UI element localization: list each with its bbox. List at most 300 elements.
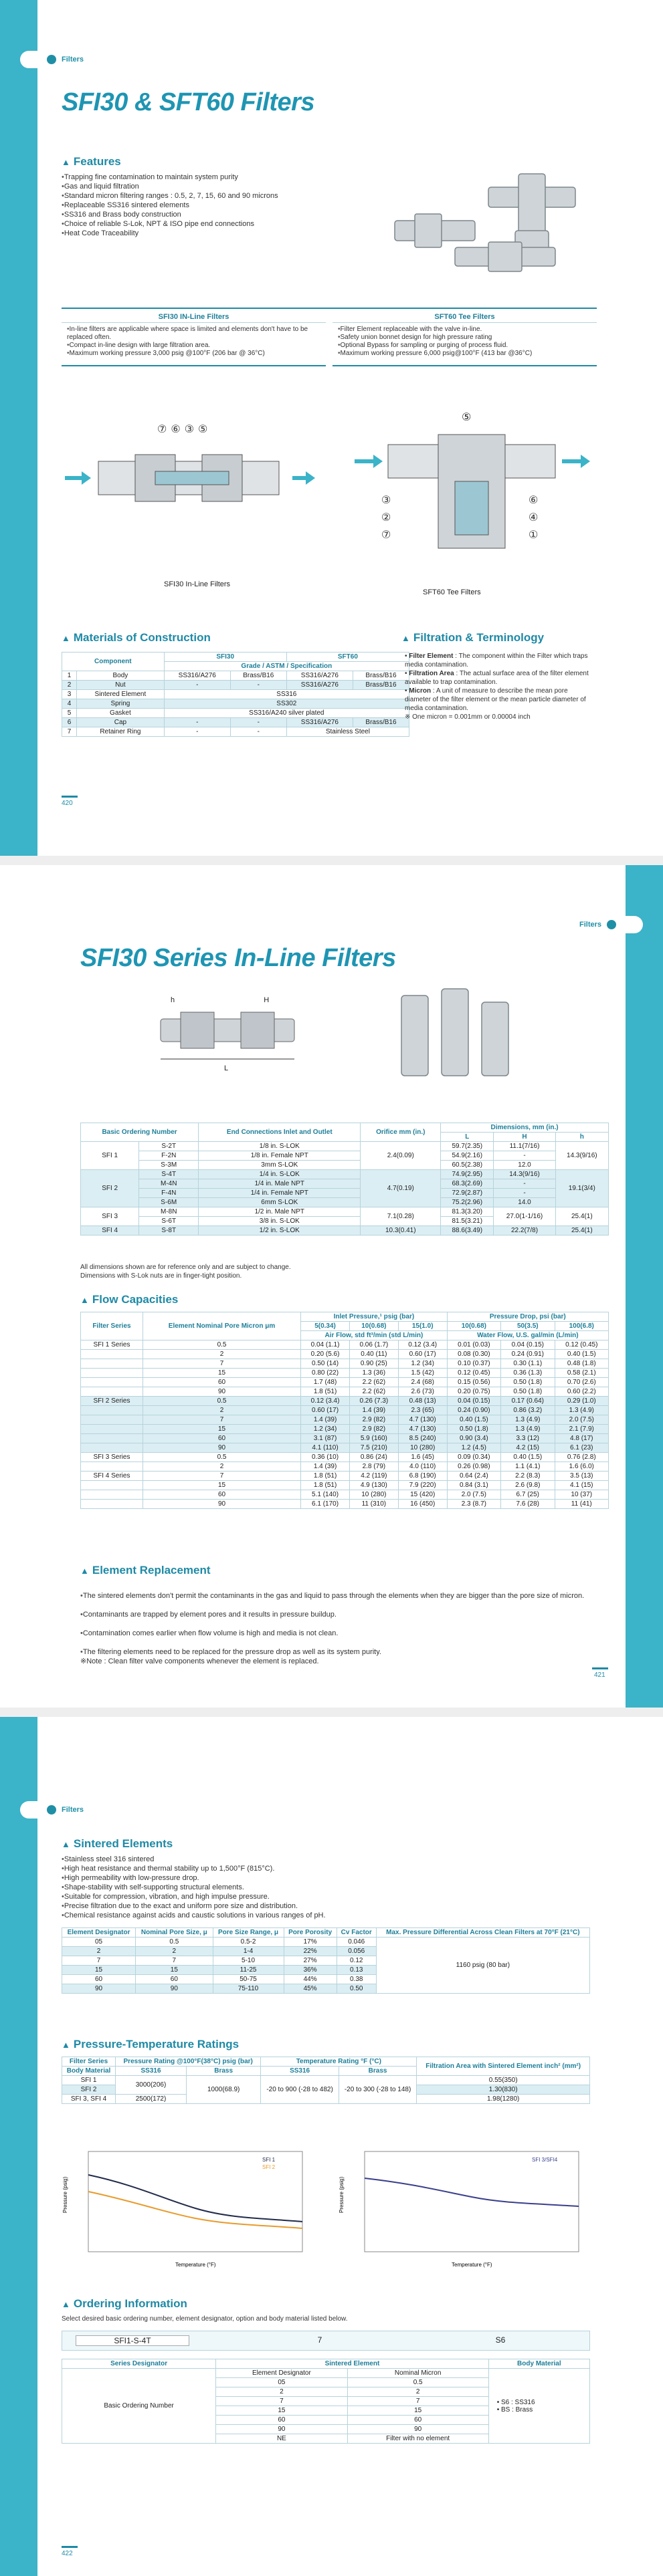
cell: 0.20 (0.75) <box>447 1387 500 1397</box>
cell: 0.36 (1.3) <box>501 1369 555 1378</box>
cell: 0.30 (1.1) <box>501 1359 555 1369</box>
cell: 8.5 (240) <box>398 1434 447 1443</box>
cell: S-4T <box>139 1170 199 1179</box>
cell: 27% <box>284 1956 337 1966</box>
cell: 0.12 (0.45) <box>447 1369 500 1378</box>
cell: 0.48 (1.8) <box>555 1359 609 1369</box>
list-item: • Filter Element replaceable with the valve in-line. <box>338 326 591 334</box>
cell: 0.90 (25) <box>349 1359 398 1369</box>
cell: 7 <box>136 1956 213 1966</box>
th: Series Designator <box>62 2359 216 2369</box>
th: Component <box>62 653 165 671</box>
cell: 3/8 in. S-LOK <box>199 1217 361 1226</box>
cell: 2 <box>136 1947 213 1956</box>
cell: 1.1 (4.1) <box>501 1462 555 1472</box>
cell: SFI 4 <box>81 1226 139 1236</box>
cell: 14.3(9/16) <box>494 1170 555 1179</box>
tee-box <box>333 312 597 366</box>
label-h: h <box>171 996 175 1004</box>
cell: 1000(68.9) <box>186 2076 260 2104</box>
cell: 7 <box>143 1415 300 1425</box>
cell: 59.7(2.35) <box>441 1142 494 1151</box>
cell: 1.3 (36) <box>349 1369 398 1378</box>
cell: 5-10 <box>213 1956 284 1966</box>
cell: 1/2 in. Male NPT <box>199 1207 361 1217</box>
page-gap <box>0 1708 663 1717</box>
cell: 2.4 (68) <box>398 1378 447 1387</box>
tab-dot <box>47 55 56 64</box>
flow-heading: ▲ Flow Capacities <box>80 1293 179 1306</box>
cell: 0.5 <box>136 1938 213 1947</box>
features-list <box>62 172 376 238</box>
ordering-text: Select desired basic ordering number, element designator, option and body material listed below. <box>62 2315 348 2323</box>
cell: 0.50 (1.8) <box>501 1378 555 1387</box>
cell: 81.3(3.20) <box>441 1207 494 1217</box>
cell: 12.0 <box>494 1161 555 1170</box>
list-item: • Safety union bonnet design for high pressure rating <box>338 334 591 342</box>
th: Nominal Pore Size, μ <box>136 1928 213 1938</box>
material-opt: • S6 : SS316 <box>496 2398 535 2406</box>
page-number: 420 <box>62 800 73 807</box>
term: • Filtration Area : The actual surface area of the filter element available to trap contamination. <box>405 670 589 686</box>
cell: 0.76 (2.8) <box>555 1453 609 1462</box>
cell: 7 <box>347 2397 488 2406</box>
tab-dot <box>607 920 616 929</box>
cell: 1.3 (4.9) <box>501 1425 555 1434</box>
product-photo <box>388 982 535 1082</box>
cell: 4.7 (130) <box>398 1415 447 1425</box>
page-number-bar <box>592 1667 608 1669</box>
cell: 1.98(1280) <box>417 2095 590 2104</box>
cell: 14.3(9/16) <box>555 1142 608 1170</box>
cell: 11 (310) <box>349 1500 398 1509</box>
table-note: All dimensions shown are for reference only and are subject to change. Dimensions with S-Lok nuts are in finger-tight position. <box>80 1264 291 1280</box>
cell: 5.1 (140) <box>301 1490 350 1500</box>
cell: 1.8 (51) <box>301 1387 350 1397</box>
term-note: ※ One micron = 0.001mm or 0.00004 inch <box>405 713 531 721</box>
cell: 0.50 <box>337 1984 376 1994</box>
side-band <box>0 1717 37 2576</box>
cell: 1/8 in. S-LOK <box>199 1142 361 1151</box>
cell: Brass/B16 <box>353 718 409 727</box>
th: H <box>494 1133 555 1142</box>
tee-box-title: SFT60 Tee Filters <box>333 312 597 323</box>
tee-list <box>333 323 597 360</box>
cell: 4.8 (17) <box>555 1434 609 1443</box>
triangle-icon: ▲ <box>62 2299 70 2309</box>
cell: 6.1 (23) <box>555 1443 609 1453</box>
callout: ⑦ <box>157 424 171 435</box>
list-item: • High heat resistance and thermal stability up to 1,500°F (815°C). <box>62 1864 583 1873</box>
cell: 0.056 <box>337 1947 376 1956</box>
cell: 1.6 (6.0) <box>555 1462 609 1472</box>
cell: 0.50 (1.8) <box>501 1387 555 1397</box>
cell: 7 <box>143 1359 300 1369</box>
pt-chart-1 <box>62 2145 316 2272</box>
cell: S-3M <box>139 1161 199 1170</box>
cell: 0.84 (3.1) <box>447 1481 500 1490</box>
cell: 1.4 (39) <box>349 1406 398 1415</box>
cell: 90 <box>347 2425 488 2434</box>
cell: 3 <box>62 690 77 699</box>
y-label: Pressure (psig) <box>62 2176 68 2213</box>
table-row <box>81 1500 609 1509</box>
cell: 2.2 (62) <box>349 1387 398 1397</box>
cell: 0.04 (0.15) <box>501 1340 555 1350</box>
th: SFI30 <box>164 653 286 662</box>
cell: 2 <box>62 1947 136 1956</box>
cell: 1/2 in. S-LOK <box>199 1226 361 1236</box>
element-replacement-list <box>80 1582 602 1675</box>
cell: 54.9(2.16) <box>441 1151 494 1161</box>
cell: F-2N <box>139 1151 199 1161</box>
cell: 5 <box>62 709 77 718</box>
table-row <box>81 1453 609 1462</box>
ordering-heading: ▲ Ordering Information <box>62 2297 187 2310</box>
cell: 2.8 (79) <box>349 1462 398 1472</box>
cell: 6 <box>62 718 77 727</box>
cell: 3000(206) <box>116 2076 187 2095</box>
cell: 15 (420) <box>398 1490 447 1500</box>
table-row <box>81 1481 609 1490</box>
th: Pore Size Range, μ <box>213 1928 284 1938</box>
cell <box>81 1387 143 1397</box>
term: • Micron : A unit of measure to describe the mean pore diameter of the filter element or the mean particle diameter of media contamination. <box>405 687 586 712</box>
cell: Filter with no element <box>347 2434 488 2444</box>
triangle-icon: ▲ <box>62 1839 70 1849</box>
cell: 2.4(0.09) <box>361 1142 441 1170</box>
cell: 4.0 (110) <box>398 1462 447 1472</box>
tab-label: Filters <box>62 55 84 64</box>
cell: 60 <box>62 1975 136 1984</box>
cell: 4.1 (110) <box>301 1443 350 1453</box>
page-gap <box>0 856 663 865</box>
list-item: • Stainless steel 316 sintered <box>62 1855 583 1864</box>
page-title: SFI30 Series In-Line Filters <box>80 944 396 972</box>
cell: 0.60 (2.2) <box>555 1387 609 1397</box>
page-title: SFI30 & SFT60 Filters <box>62 88 315 116</box>
cell <box>81 1481 143 1490</box>
cell: M-8N <box>139 1207 199 1217</box>
x-label: Temperature (°F) <box>452 2262 492 2268</box>
table-row <box>81 1434 609 1443</box>
cell: 0.48 (13) <box>398 1397 447 1406</box>
table-row <box>81 1462 609 1472</box>
cell: 1.2 (34) <box>398 1359 447 1369</box>
cell: 4.2 (119) <box>349 1472 398 1481</box>
cell: 1.4 (39) <box>301 1462 350 1472</box>
cell: S-6M <box>139 1198 199 1207</box>
th: SS316 <box>261 2067 339 2076</box>
cell: 2.9 (82) <box>349 1415 398 1425</box>
cell: 15 <box>143 1425 300 1434</box>
cell: 22.2(7/8) <box>494 1226 555 1236</box>
cell: SFI 4 Series <box>81 1472 143 1481</box>
cell: 0.15 (0.56) <box>447 1378 500 1387</box>
cell: SS302 <box>164 699 409 709</box>
triangle-icon: ▲ <box>62 633 70 643</box>
cell: SS316/A276 <box>286 718 353 727</box>
cell: 6.7 (25) <box>501 1490 555 1500</box>
cell: 36% <box>284 1966 337 1975</box>
cell: 2 <box>143 1462 300 1472</box>
cell: 2.3 (65) <box>398 1406 447 1415</box>
th: 5(0.34) <box>301 1322 350 1331</box>
th: Brass <box>186 2067 260 2076</box>
section-tab <box>549 916 643 933</box>
th: h <box>555 1133 608 1142</box>
ordering-boxes <box>62 2331 590 2351</box>
cell: 19.1(3/4) <box>555 1170 608 1207</box>
side-band <box>626 865 663 1708</box>
cell: 0.26 (0.98) <box>447 1462 500 1472</box>
th: Element Nominal Pore Micron μm <box>143 1312 300 1340</box>
cell: 60 <box>143 1490 300 1500</box>
th: Air Flow, std ft³/min (std L/min) <box>301 1331 447 1340</box>
cell: - <box>494 1151 555 1161</box>
cell: 74.9(2.95) <box>441 1170 494 1179</box>
table-row <box>81 1369 609 1378</box>
cell: 2500(172) <box>116 2095 187 2104</box>
list-item: • Trapping fine contamination to maintain system purity <box>62 172 376 182</box>
plot-area <box>365 2151 579 2252</box>
ord-box-element: 7 <box>317 2335 322 2345</box>
cell: S-8T <box>139 1226 199 1236</box>
section-tab <box>20 1801 114 1819</box>
cell: 60.5(2.38) <box>441 1161 494 1170</box>
page-421 <box>0 865 663 1708</box>
cell: 90 <box>136 1984 213 1994</box>
th: Inlet Pressure,¹ psig (bar) <box>301 1312 447 1322</box>
cell: 4.9 (130) <box>349 1481 398 1490</box>
cell <box>81 1434 143 1443</box>
cell: 2 <box>347 2387 488 2397</box>
cell: NE <box>216 2434 347 2444</box>
th: L <box>441 1133 494 1142</box>
flow-capacities-table <box>80 1312 609 1509</box>
cell: 14.0 <box>494 1198 555 1207</box>
th: Body Material <box>488 2359 589 2369</box>
cell: 7.5 (210) <box>349 1443 398 1453</box>
th: 10(0.68) <box>447 1322 500 1331</box>
triangle-icon: ▲ <box>62 157 70 167</box>
callouts-tee <box>381 492 395 544</box>
list-item: • Suitable for compression, vibration, and high impulse pressure. <box>62 1892 583 1901</box>
cell: 75.2(2.96) <box>441 1198 494 1207</box>
cell: 7.9 (220) <box>398 1481 447 1490</box>
list-item: • Contaminants are trapped by element pores and it results in pressure buildup. <box>80 1610 602 1619</box>
cell: 4.7 (130) <box>398 1425 447 1434</box>
list-item: • Standard micron filtering ranges : 0.5, 2, 7, 15, 60 and 90 microns <box>62 191 376 201</box>
cell: 0.80 (22) <box>301 1369 350 1378</box>
cell: 11-25 <box>213 1966 284 1975</box>
cell: 0.5 <box>347 2378 488 2387</box>
filtration-terms <box>405 652 592 721</box>
features-heading: ▲ Features <box>62 155 121 168</box>
cell: 0.12 <box>337 1956 376 1966</box>
cell: 90 <box>216 2425 347 2434</box>
ord-box-material: S6 <box>495 2335 506 2345</box>
cell: 0.5 <box>143 1397 300 1406</box>
cell: 1.5 (42) <box>398 1369 447 1378</box>
cell: 0.13 <box>337 1966 376 1975</box>
cell: 7 <box>62 1956 136 1966</box>
cell: 6.1 (170) <box>301 1500 350 1509</box>
cell: 0.04 (1.1) <box>301 1340 350 1350</box>
cell: - <box>230 727 286 737</box>
list-item: • Chemical resistance against acids and caustic solutions in various ranges of pH. <box>62 1911 583 1920</box>
cell: 10 (280) <box>398 1443 447 1453</box>
cell: SFI 3 Series <box>81 1453 143 1462</box>
table-row <box>81 1350 609 1359</box>
cell: 2.1 (7.9) <box>555 1425 609 1434</box>
element-table <box>62 1927 590 1994</box>
page-422 <box>0 1717 663 2576</box>
th: Orifice mm (in.) <box>361 1123 441 1142</box>
legend-item: SFI 1 <box>262 2157 276 2163</box>
cell: 15 <box>136 1966 213 1975</box>
cell: 0.09 (0.34) <box>447 1453 500 1462</box>
cell: 22% <box>284 1947 337 1956</box>
cell: 81.5(3.21) <box>441 1217 494 1226</box>
pt-table <box>62 2057 590 2104</box>
cell: 10.3(0.41) <box>361 1226 441 1236</box>
dim-labels <box>171 996 269 1004</box>
ordering-table <box>62 2359 590 2444</box>
cell: SFI 2 <box>81 1170 139 1207</box>
cell: 2 <box>143 1350 300 1359</box>
triangle-icon: ▲ <box>80 1566 89 1576</box>
callout: ③ <box>381 495 391 506</box>
cell: 0.20 (5.6) <box>301 1350 350 1359</box>
cell: 1/4 in. Male NPT <box>199 1179 361 1189</box>
table-row <box>81 1387 609 1397</box>
list-item: • The filtering elements need to be replaced for the pressure drop as well as its system purity. ※Note : Clean filter valve components whenever the element is replaced. <box>80 1647 602 1666</box>
cell: 3.3 (12) <box>501 1434 555 1443</box>
ord-box-basic: SFI1-S-4T <box>76 2335 189 2346</box>
table-row <box>81 1425 609 1434</box>
list-item: • High permeability with low-pressure drop. <box>62 1873 583 1883</box>
cell: 0.046 <box>337 1938 376 1947</box>
cell: 11.1(7/16) <box>494 1142 555 1151</box>
cell: 1.8 (51) <box>301 1481 350 1490</box>
cell: 15 <box>347 2406 488 2416</box>
th: Dimensions, mm (in.) <box>441 1123 609 1133</box>
label-H: H <box>264 996 270 1004</box>
table-row <box>81 1406 609 1415</box>
cell: 2.9 (82) <box>349 1425 398 1434</box>
cell: 25.4(1) <box>555 1207 608 1226</box>
callout: ④ <box>529 512 539 523</box>
callout: ② <box>381 512 391 523</box>
page-number: 422 <box>62 2550 73 2557</box>
cell: Brass/B16 <box>353 681 409 690</box>
th: Grade / ASTM / Specification <box>164 662 409 671</box>
page-420 <box>0 0 663 856</box>
table-row <box>81 1397 609 1406</box>
table-row <box>81 1490 609 1500</box>
cell: S-2T <box>139 1142 199 1151</box>
list-item: • In-line filters are applicable where space is limited and elements don't have to be replaced often. <box>67 326 320 342</box>
th: Cv Factor <box>337 1928 376 1938</box>
cell: 5.9 (160) <box>349 1434 398 1443</box>
table-row <box>81 1340 609 1350</box>
cell: SFI 1 Series <box>81 1340 143 1350</box>
divider <box>62 308 597 309</box>
cell: 1.6 (45) <box>398 1453 447 1462</box>
cell: 2 <box>143 1406 300 1415</box>
cell: 15 <box>143 1369 300 1378</box>
cell: 2.0 (7.5) <box>555 1415 609 1425</box>
cell: 0.5 <box>143 1340 300 1350</box>
dimension-drawing <box>154 992 301 1072</box>
cell: 1/4 in. Female NPT <box>199 1189 361 1198</box>
th: Water Flow, U.S. gal/min (L/min) <box>447 1331 608 1340</box>
cell: SFI 3, SFI 4 <box>62 2095 116 2104</box>
cell: 0.04 (0.15) <box>447 1397 500 1406</box>
cell: 50-75 <box>213 1975 284 1984</box>
cell: - <box>494 1189 555 1198</box>
cell: 4.2 (15) <box>501 1443 555 1453</box>
th: Body Material <box>62 2067 116 2076</box>
cell <box>81 1443 143 1453</box>
cell <box>81 1350 143 1359</box>
cell: 1160 psig (80 bar) <box>376 1938 589 1994</box>
cell: 0.40 (1.5) <box>501 1453 555 1462</box>
triangle-icon: ▲ <box>401 633 410 643</box>
cell: 15 <box>216 2406 347 2416</box>
cell: 0.40 (1.5) <box>555 1350 609 1359</box>
cell: 7 <box>216 2397 347 2406</box>
tab-label: Filters <box>579 921 601 929</box>
ordering-dimension-table <box>80 1123 609 1236</box>
y-label: Pressure (psig) <box>339 2176 345 2213</box>
cell: F-4N <box>139 1189 199 1198</box>
cell: 2.2 (8.3) <box>501 1472 555 1481</box>
th: 100(6.8) <box>555 1322 609 1331</box>
cell: 60 <box>136 1975 213 1984</box>
cell: 0.60 (17) <box>301 1406 350 1415</box>
cell: - <box>230 718 286 727</box>
table-row <box>81 1359 609 1369</box>
cell: 4.1 (15) <box>555 1481 609 1490</box>
cell: -20 to 300 (-28 to 148) <box>339 2076 417 2104</box>
table-row <box>81 1378 609 1387</box>
th: 10(0.68) <box>349 1322 398 1331</box>
list-item: • Compact in-line design with large filtration area. <box>67 342 320 350</box>
cell: 0.12 (3.4) <box>398 1340 447 1350</box>
th: Pressure Drop, psi (bar) <box>447 1312 608 1322</box>
material-opt: • BS : Brass <box>496 2406 533 2414</box>
cell: 90 <box>62 1984 136 1994</box>
cell <box>81 1369 143 1378</box>
cell: 25.4(1) <box>555 1226 608 1236</box>
cell: 60 <box>143 1434 300 1443</box>
cell: 0.58 (2.1) <box>555 1369 609 1378</box>
filtration-heading: ▲ Filtration & Terminology <box>401 631 545 644</box>
th: Pressure Rating @100°F(38°C) psig (bar) <box>116 2057 261 2067</box>
cell: 1 <box>62 671 77 681</box>
cell: 3mm S-LOK <box>199 1161 361 1170</box>
cell <box>81 1500 143 1509</box>
cell: 27.0(1-1/16) <box>494 1207 555 1226</box>
cell: SS316/A276 <box>286 681 353 690</box>
cell: 90 <box>143 1443 300 1453</box>
list-item: • Maximum working pressure 3,000 psig @100°F (206 bar @ 36°C) <box>67 350 320 358</box>
inline-list <box>62 323 326 360</box>
cell: 16 (450) <box>398 1500 447 1509</box>
cell: SFI 3 <box>81 1207 139 1226</box>
